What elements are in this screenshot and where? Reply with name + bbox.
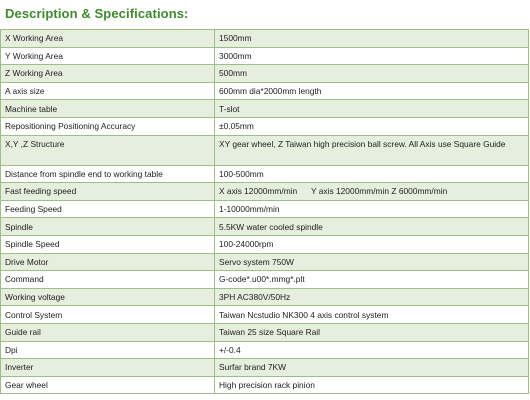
spec-label: A axis size [1,82,215,100]
table-row [1,183,529,201]
spec-label: Fast feeding speed [1,183,215,201]
page-title: Description & Specifications: [5,6,189,21]
spec-label: Spindle Speed [1,235,215,253]
spec-value: 1-10000mm/min [215,200,529,218]
spec-value: G-code*.u00*.mmg*.plt [215,271,529,289]
spec-label: Z Working Area [1,65,215,83]
table-row [1,253,529,271]
spec-label: Gear wheel [1,376,215,394]
spec-label: Machine table [1,100,215,118]
table-row [1,271,529,289]
spec-label: Dpi [1,341,215,359]
table-row [1,117,529,135]
table-row [1,135,529,165]
spec-value: XY gear wheel, Z Taiwan high precision ball screw. All Axis use Square Guide [215,135,529,165]
spec-label: Working voltage [1,288,215,306]
spec-label: Distance from spindle end to working table [1,165,215,183]
table-row [1,30,529,48]
spec-value: 3PH AC380V/50Hz [215,288,529,306]
spec-label: Inverter [1,359,215,377]
spec-value: X axis 12000mm/min Y axis 12000mm/min Z 6000mm/min [215,183,529,201]
spec-value: Servo system 750W [215,253,529,271]
spec-label: Y Working Area [1,47,215,65]
spec-label: Drive Motor [1,253,215,271]
spec-value: High precision rack pinion [215,376,529,394]
table-row [1,218,529,236]
spec-value: 5.5KW water cooled spindle [215,218,529,236]
spec-value: 3000mm [215,47,529,65]
table-row [1,165,529,183]
table-row [1,288,529,306]
spec-label: X,Y ,Z Structure [1,135,215,165]
spec-value: +/-0.4 [215,341,529,359]
spec-value: Taiwan 25 size Square Rail [215,323,529,341]
spec-value: 100-24000rpm [215,235,529,253]
table-row [1,359,529,377]
table-row [1,376,529,394]
table-row [1,200,529,218]
spec-label: X Working Area [1,30,215,48]
spec-value: 600mm dia*2000mm length [215,82,529,100]
spec-value: T-slot [215,100,529,118]
spec-value: 1500mm [215,30,529,48]
specifications-table [0,29,529,394]
table-row [1,82,529,100]
table-row [1,306,529,324]
spec-value: 100-500mm [215,165,529,183]
spec-label: Repositioning Positioning Accuracy [1,117,215,135]
table-row [1,235,529,253]
table-row [1,323,529,341]
spec-label: Feeding Speed [1,200,215,218]
spec-label: Control System [1,306,215,324]
table-row [1,65,529,83]
table-row [1,47,529,65]
table-row [1,341,529,359]
spec-value: ±0.05mm [215,117,529,135]
table-row [1,100,529,118]
spec-value: Surfar brand 7KW [215,359,529,377]
spec-value: 500mm [215,65,529,83]
spec-value: Taiwan Ncstudio NK300 4 axis control system [215,306,529,324]
spec-label: Guide rail [1,323,215,341]
spec-label: Spindle [1,218,215,236]
spec-label: Command [1,271,215,289]
